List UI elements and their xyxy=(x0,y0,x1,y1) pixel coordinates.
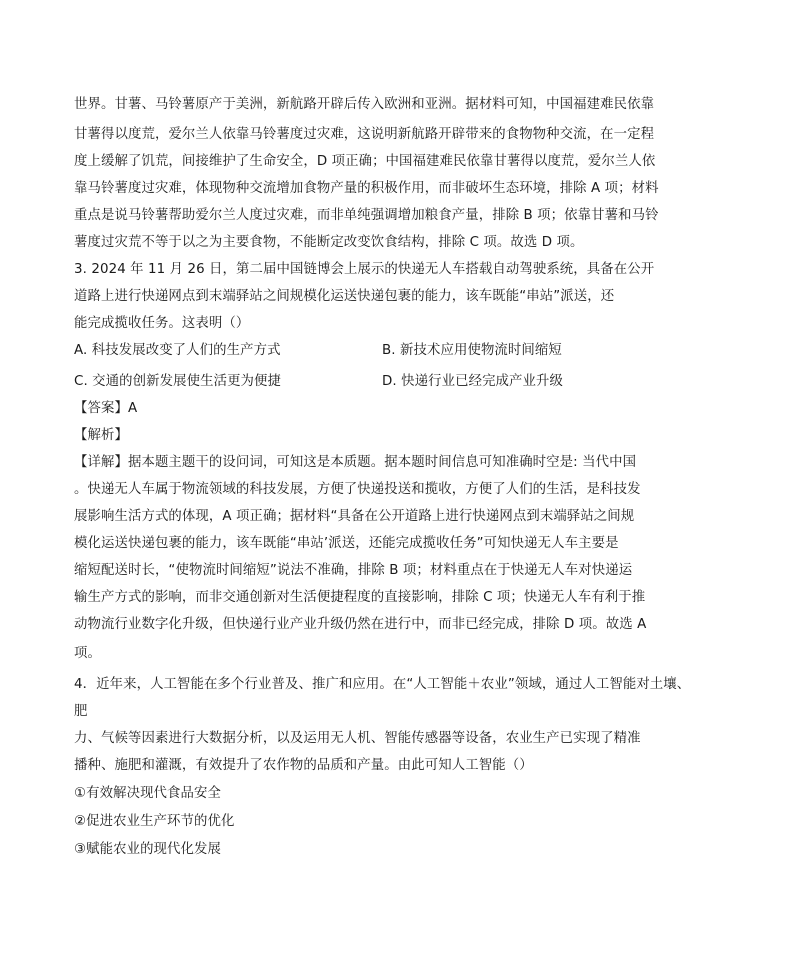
q3-detail-line: 。快递无人车属于物流领域的科技发展，方便了快递投送和揽收，方便了人们的生活，是科技发 xyxy=(74,482,641,497)
q4-item: ③赋能农业的现代化发展 xyxy=(74,842,222,857)
q4-stem-line: 播种、施肥和灌溉，有效提升了农作物的品质和产量。由此可知人工智能（） xyxy=(74,758,533,773)
q3-detail-line: 缩短配送时长，“使物流时间缩短”说法不准确，排除 B 项；材料重点在于快递无人车对快递运 xyxy=(74,563,633,578)
q3-detail-line: 模化运送快递包裹的能力，该车既能“串站’派送，还能完成揽收任务”可知快递无人车主要是 xyxy=(74,536,619,551)
passage-line: 甘薯得以度荒，爱尔兰人依靠马铃薯度过灾难，这说明新航路开辟带来的食物物种交流，在一定程 xyxy=(74,127,655,142)
q3-option-d: D. 快递行业已经完成产业升级 xyxy=(382,374,564,389)
passage-line: 重点是说马铃薯帮助爱尔兰人度过灾难，而非单纯强调增加粮食产量，排除 B 项；依靠甘薯和马铃 xyxy=(74,208,659,223)
q3-detail-line: 展影响生活方式的体现，A 项正确；据材料“具备在公开道路上进行快递网点到末端驿站之间规 xyxy=(74,509,635,524)
q4-stem-line: 肥 xyxy=(74,704,88,719)
q4-stem-line: 4．近年来，人工智能在多个行业普及、推广和应用。在“人工智能＋农业”领域，通过人工智能对土壤、 xyxy=(74,677,691,692)
passage-line: 度上缓解了饥荒，间接维护了生命安全，D 项正确；中国福建难民依靠甘薯得以度荒，爱尔兰人依 xyxy=(74,154,656,169)
passage-line: 世界。甘薯、马铃薯原产于美洲，新航路开辟后传入欧洲和亚洲。据材料可知，中国福建难民依靠 xyxy=(74,97,655,112)
q3-option-a: A. 科技发展改变了人们的生产方式 xyxy=(74,343,281,358)
q3-detail-line: 【详解】据本题主题干的设问词，可知这是本质题。据本题时间信息可知准确时空是: 当代中国 xyxy=(74,455,637,470)
q3-detail-line: 动物流行业数字化升级，但快递行业产业升级仍然在进行中，而非已经完成，排除 D 项。故选 A xyxy=(74,617,647,632)
passage-line: 薯度过灾荒不等于以之为主要食物，不能断定改变饮食结构，排除 C 项。故选 D 项。 xyxy=(74,235,584,250)
passage-line: 靠马铃薯度过灾难，体现物种交流增加食物产量的积极作用，而非破坏生态环境，排除 A 项；材料 xyxy=(74,181,659,196)
q3-analysis-label: 【解析】 xyxy=(74,428,128,443)
q3-stem-line: 道路上进行快递网点到末端驿站之间规模化运送快递包裹的能力，该车既能“串站”派送，还 xyxy=(74,289,615,304)
q4-stem-line: 力、气候等因素进行大数据分析，以及运用无人机、智能传感器等设备，农业生产已实现了精准 xyxy=(74,731,641,746)
q4-item: ①有效解决现代食品安全 xyxy=(74,786,222,801)
q3-stem-line: 3. 2024 年 11 月 26 日，第二届中国链博会上展示的快递无人车搭载自动驾驶系统，具备在公开 xyxy=(74,262,655,277)
q3-detail-line: 项。 xyxy=(74,646,101,661)
q4-item: ②促进农业生产环节的优化 xyxy=(74,814,235,829)
q3-option-c: C. 交通的创新发展使生活更为便捷 xyxy=(74,374,282,389)
q3-stem-line: 能完成揽收任务。这表明（） xyxy=(74,316,250,331)
q3-option-b: B. 新技术应用使物流时间缩短 xyxy=(382,343,562,358)
q3-answer: 【答案】A xyxy=(74,401,138,416)
q3-detail-line: 输生产方式的影响，而非交通创新对生活便捷程度的直接影响，排除 C 项；快递无人车有利于推 xyxy=(74,590,646,605)
